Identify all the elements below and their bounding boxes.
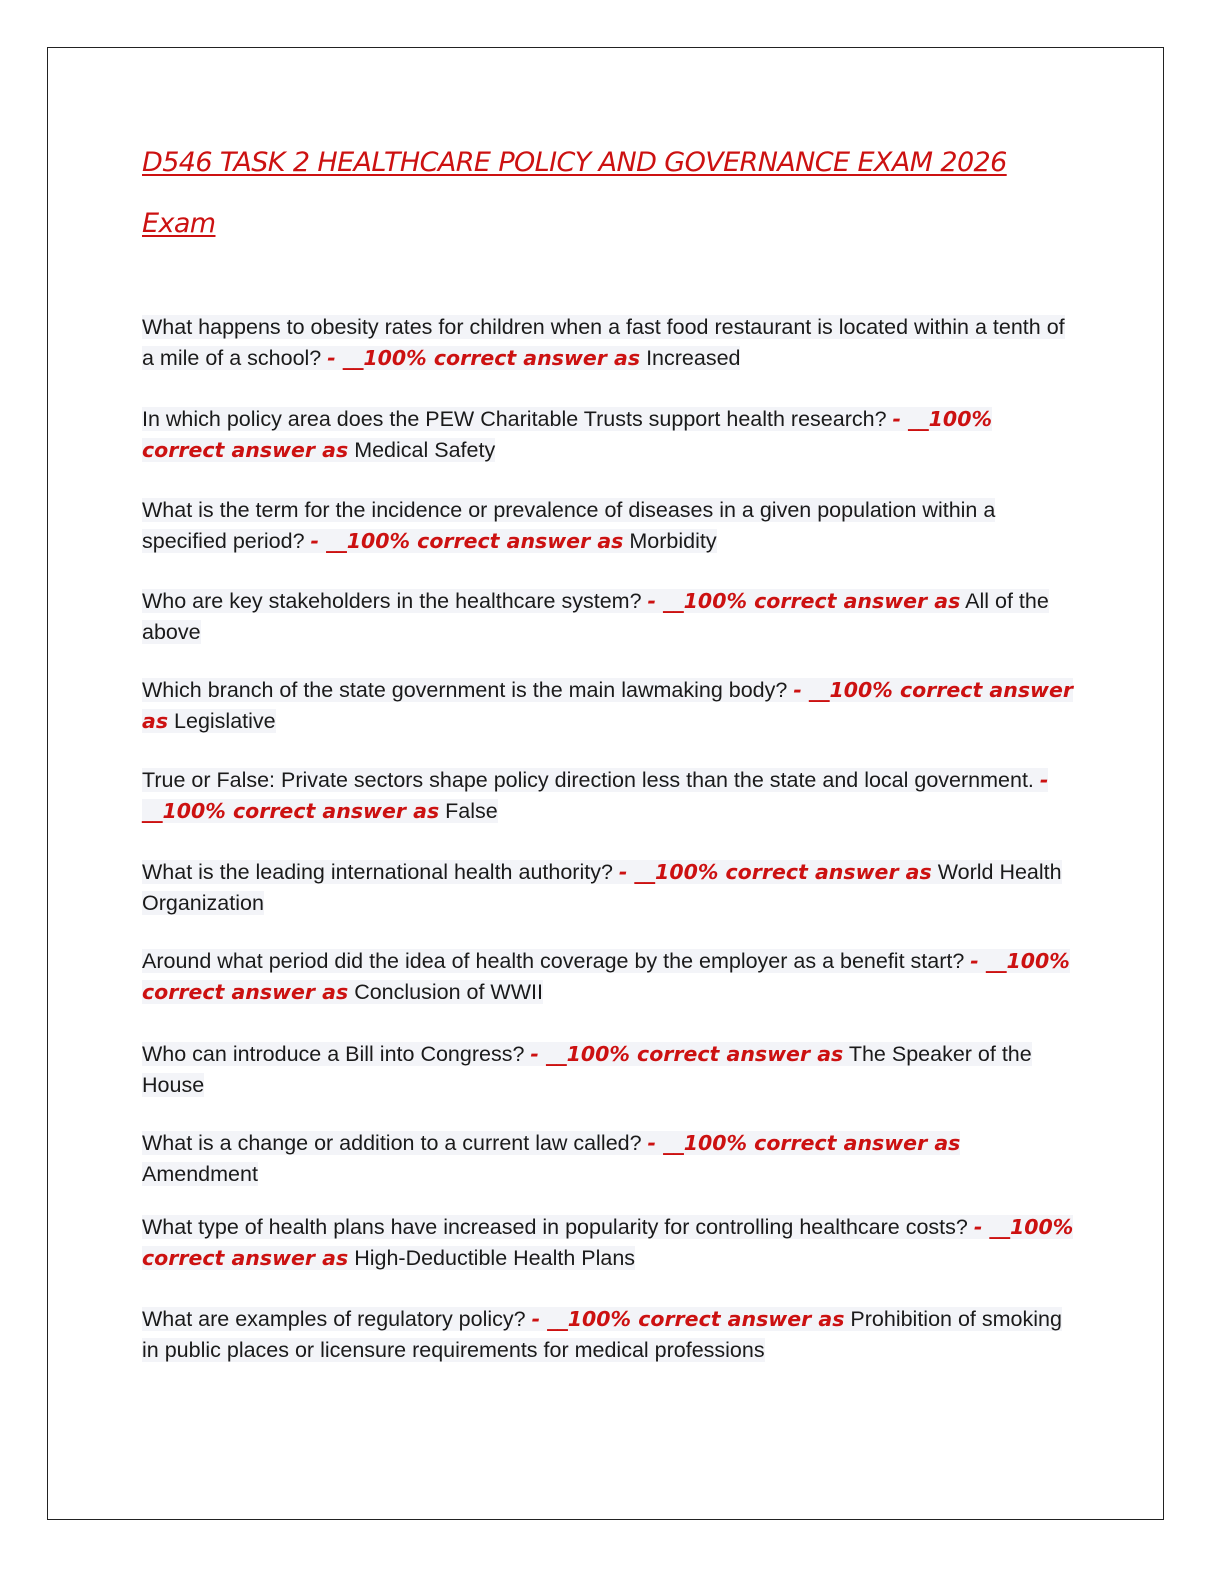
qa-item [142, 857, 1077, 919]
answer-marker: - __100% correct answer as [618, 860, 932, 884]
qa-item [142, 495, 1077, 557]
answer-marker: - __100% correct answer as [142, 407, 992, 462]
qa-item [142, 586, 1077, 648]
answer-marker: - __100% correct answer as [310, 529, 624, 553]
question-text: What is the term for the incidence or prevalence of diseases in a given population within a specified period? [142, 498, 996, 553]
answer-marker: - __100% correct answer as [531, 1307, 845, 1331]
answer-marker: - __100% correct answer as [142, 1215, 1074, 1270]
question-text: Who can introduce a Bill into Congress? [142, 1042, 525, 1066]
question-text: Who are key stakeholders in the healthcare system? [142, 589, 642, 613]
question-text: Which branch of the state government is the main lawmaking body? [142, 678, 788, 702]
answer-text: Prohibition of smoking in public places or licensure requirements for medical professions [142, 1307, 1062, 1362]
answer-text: False [445, 799, 498, 823]
document-subtitle: Exam [142, 208, 216, 239]
answer-text: Morbidity [629, 529, 717, 553]
qa-item [142, 1212, 1077, 1274]
qa-item [142, 946, 1077, 1008]
qa-item [142, 765, 1077, 827]
question-text: Around what period did the idea of health coverage by the employer as a benefit start? [142, 949, 965, 973]
qa-item [142, 1128, 1077, 1190]
question-text: What is the leading international health authority? [142, 860, 613, 884]
question-text: What is a change or addition to a current law called? [142, 1131, 642, 1155]
qa-item [142, 404, 1077, 466]
answer-text: All of the above [142, 589, 1049, 644]
answer-text: The Speaker of the House [142, 1042, 1032, 1097]
answer-text: High-Deductible Health Plans [354, 1246, 636, 1270]
answer-text: Amendment [142, 1162, 258, 1186]
answer-marker: - __100% correct answer as [142, 678, 1073, 733]
answer-marker: - __100% correct answer as [647, 1131, 961, 1155]
question-text: What type of health plans have increased in popularity for controlling healthcare costs? [142, 1215, 968, 1239]
qa-item [142, 1304, 1077, 1366]
document-title: D546 TASK 2 HEALTHCARE POLICY AND GOVERNANCE EXAM 2026 [142, 147, 1007, 178]
answer-text: Legislative [174, 709, 276, 733]
answer-marker: - __100% correct answer as [142, 768, 1049, 823]
answer-text: Increased [646, 346, 741, 370]
question-text: What are examples of regulatory policy? [142, 1307, 526, 1331]
qa-item [142, 1039, 1077, 1101]
answer-text: Conclusion of WWII [354, 980, 543, 1004]
question-text: What happens to obesity rates for children when a fast food restaurant is located within a tenth of a mile of a school? [142, 315, 1065, 370]
answer-marker: - __100% correct answer as [142, 949, 1070, 1004]
answer-marker: - __100% correct answer as [327, 346, 641, 370]
question-text: True or False: Private sectors shape policy direction less than the state and local government. [142, 768, 1034, 792]
answer-marker: - __100% correct answer as [530, 1042, 844, 1066]
answer-text: Medical Safety [354, 438, 496, 462]
answer-marker: - __100% correct answer as [647, 589, 961, 613]
answer-text: World Health Organization [142, 860, 1062, 915]
qa-item [142, 312, 1077, 374]
question-text: In which policy area does the PEW Charitable Trusts support health research? [142, 407, 887, 431]
qa-item [142, 675, 1077, 737]
